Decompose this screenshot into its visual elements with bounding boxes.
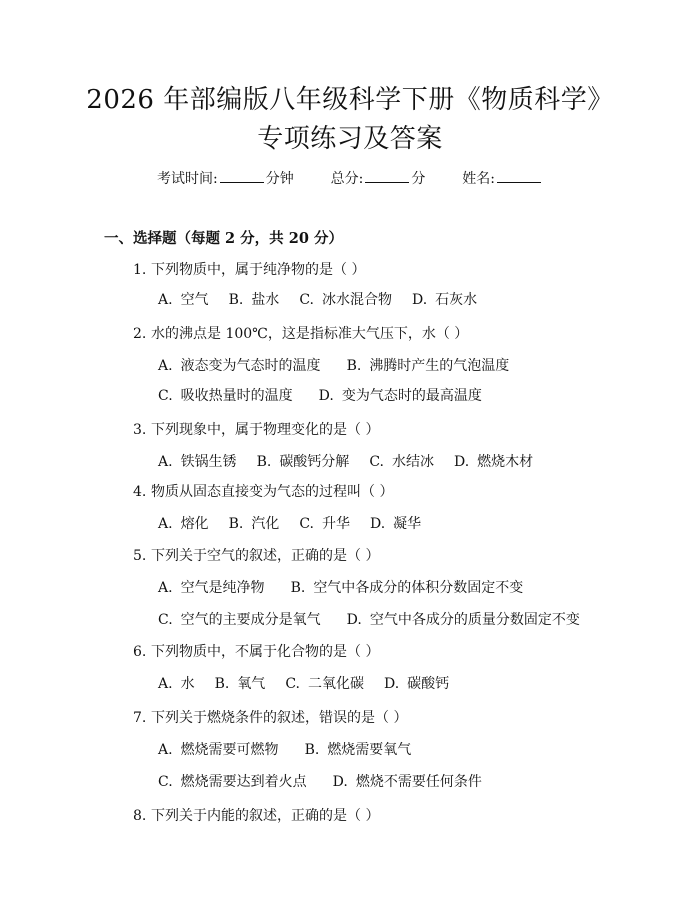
question-text: 下列物质中，不属于化合物的是（ ） — [151, 644, 380, 660]
time-unit: 分钟 — [265, 171, 294, 187]
option-letter: B. — [304, 742, 320, 758]
option-letter: A. — [158, 454, 173, 470]
answer-option-b[interactable] — [305, 742, 412, 758]
section-heading: 一、选择题（每题 2 分，共 20 分） — [104, 230, 343, 247]
answer-option-b[interactable] — [257, 454, 350, 470]
answer-option-b[interactable] — [215, 676, 266, 692]
option-letter: D. — [369, 516, 386, 532]
question-number: 1. — [133, 262, 147, 278]
time-blank[interactable] — [220, 170, 264, 183]
option-letter: A. — [158, 516, 173, 532]
option-letter: A. — [158, 292, 173, 308]
option-text: 空气 — [180, 292, 209, 308]
option-text: 水结冰 — [391, 454, 434, 470]
option-letter: B. — [228, 292, 244, 308]
option-text: 吸收热量时的温度 — [180, 388, 293, 404]
answer-option-d[interactable] — [347, 612, 580, 628]
answer-option-d[interactable] — [384, 676, 449, 692]
option-text: 碳酸钙 — [407, 676, 450, 692]
question-1 — [133, 260, 365, 280]
score-label: 总分: — [330, 171, 364, 187]
question-3 — [133, 420, 379, 440]
option-text: 空气中各成分的质量分数固定不变 — [369, 612, 580, 628]
question-8 — [133, 806, 379, 826]
question-number: 2. — [133, 326, 147, 342]
option-text: 沸腾时产生的气泡温度 — [369, 358, 510, 374]
answer-option-a[interactable] — [158, 358, 321, 374]
answer-option-c[interactable] — [285, 676, 364, 692]
answer-option-c[interactable] — [158, 388, 293, 404]
option-text: 盐水 — [251, 292, 280, 308]
option-text: 冰水混合物 — [321, 292, 392, 308]
option-text: 燃烧需要可燃物 — [180, 742, 279, 758]
option-row — [158, 740, 437, 760]
option-letter: D. — [318, 388, 334, 404]
option-row — [158, 290, 497, 310]
answer-option-a[interactable] — [158, 580, 265, 596]
option-letter: C. — [158, 388, 173, 404]
option-text: 变为气态时的最高温度 — [341, 388, 482, 404]
question-text: 下列现象中，属于物理变化的是（ ） — [151, 422, 380, 438]
option-letter: C. — [299, 516, 314, 532]
name-blank[interactable] — [497, 170, 541, 183]
option-letter: A. — [158, 580, 173, 596]
option-text: 空气的主要成分是氧气 — [180, 612, 321, 628]
answer-option-c[interactable] — [158, 774, 307, 790]
option-text: 燃烧木材 — [477, 454, 534, 470]
answer-option-b[interactable] — [347, 358, 510, 374]
option-text: 燃烧需要氧气 — [327, 742, 412, 758]
option-row — [158, 514, 441, 534]
answer-option-c[interactable] — [158, 612, 321, 628]
option-letter: B. — [290, 580, 306, 596]
option-text: 液态变为气态时的温度 — [180, 358, 321, 374]
option-letter: B. — [214, 676, 230, 692]
option-letter: B. — [228, 516, 244, 532]
option-text: 凝华 — [393, 516, 422, 532]
option-letter: B. — [346, 358, 362, 374]
option-letter: D. — [346, 612, 362, 628]
question-2 — [133, 324, 468, 344]
answer-option-a[interactable] — [158, 454, 237, 470]
question-text: 下列物质中，属于纯净物的是（ ） — [151, 262, 366, 278]
answer-option-d[interactable] — [412, 292, 477, 308]
option-row — [158, 578, 549, 598]
answer-option-c[interactable] — [299, 292, 392, 308]
question-number: 5. — [133, 548, 147, 564]
option-text: 升华 — [321, 516, 350, 532]
option-text: 氧气 — [237, 676, 266, 692]
option-row — [158, 452, 553, 472]
option-text: 铁锅生锈 — [180, 454, 237, 470]
option-letter: D. — [332, 774, 348, 790]
question-text: 下列关于内能的叙述，正确的是（ ） — [151, 808, 380, 824]
option-letter: C. — [285, 676, 300, 692]
question-number: 7. — [133, 710, 147, 726]
time-label: 考试时间: — [157, 171, 218, 187]
answer-option-d[interactable] — [454, 454, 533, 470]
question-text: 下列关于燃烧条件的叙述，错误的是（ ） — [151, 710, 408, 726]
question-text: 下列关于空气的叙述，正确的是（ ） — [151, 548, 380, 564]
score-unit: 分 — [411, 171, 426, 187]
answer-option-a[interactable] — [158, 742, 279, 758]
answer-option-c[interactable] — [299, 516, 350, 532]
option-text: 熔化 — [180, 516, 209, 532]
option-row — [158, 772, 508, 792]
document-title-line2: 专项练习及答案 — [257, 124, 443, 154]
answer-option-a[interactable] — [158, 516, 209, 532]
question-4 — [133, 482, 393, 502]
question-7 — [133, 708, 407, 728]
option-letter: A. — [158, 742, 173, 758]
option-letter: C. — [158, 612, 173, 628]
option-text: 汽化 — [251, 516, 280, 532]
option-letter: D. — [453, 454, 470, 470]
name-label: 姓名: — [462, 171, 495, 187]
option-text: 燃烧不需要任何条件 — [355, 774, 482, 790]
option-row — [158, 674, 469, 694]
option-text: 碳酸钙分解 — [279, 454, 350, 470]
answer-option-b[interactable] — [229, 516, 280, 532]
answer-option-a[interactable] — [158, 292, 209, 308]
option-letter: A. — [158, 358, 173, 374]
question-text: 物质从固态直接变为气态的过程叫（ ） — [151, 484, 394, 500]
exam-meta-line — [0, 169, 700, 189]
question-number: 3. — [133, 422, 147, 438]
question-6 — [133, 642, 379, 662]
option-letter: C. — [369, 454, 384, 470]
option-letter: C. — [158, 774, 173, 790]
document-title-line1: 2026 年部编版八年级科学下册《物质科学》 — [86, 85, 614, 115]
answer-option-d[interactable] — [319, 388, 482, 404]
option-letter: C. — [299, 292, 314, 308]
option-text: 空气中各成分的体积分数固定不变 — [313, 580, 524, 596]
question-number: 4. — [133, 484, 147, 500]
option-letter: D. — [411, 292, 428, 308]
answer-option-c[interactable] — [369, 454, 434, 470]
option-text: 燃烧需要达到着火点 — [180, 774, 307, 790]
answer-option-d[interactable] — [370, 516, 421, 532]
question-text: 水的沸点是 100℃，这是指标准大气压下，水（ ） — [151, 326, 469, 342]
option-row — [158, 386, 508, 406]
option-text: 空气是纯净物 — [180, 580, 265, 596]
answer-option-b[interactable] — [229, 292, 280, 308]
option-text: 二氧化碳 — [307, 676, 364, 692]
option-row — [158, 356, 535, 376]
question-number: 6. — [133, 644, 147, 660]
option-letter: B. — [256, 454, 272, 470]
option-text: 石灰水 — [435, 292, 478, 308]
option-letter: A. — [158, 676, 173, 692]
answer-option-a[interactable] — [158, 676, 195, 692]
option-letter: D. — [383, 676, 400, 692]
answer-option-b[interactable] — [291, 580, 524, 596]
score-blank[interactable] — [365, 170, 409, 183]
question-number: 8. — [133, 808, 147, 824]
option-row — [158, 610, 606, 630]
answer-option-d[interactable] — [333, 774, 482, 790]
question-5 — [133, 546, 379, 566]
option-text: 水 — [180, 676, 195, 692]
